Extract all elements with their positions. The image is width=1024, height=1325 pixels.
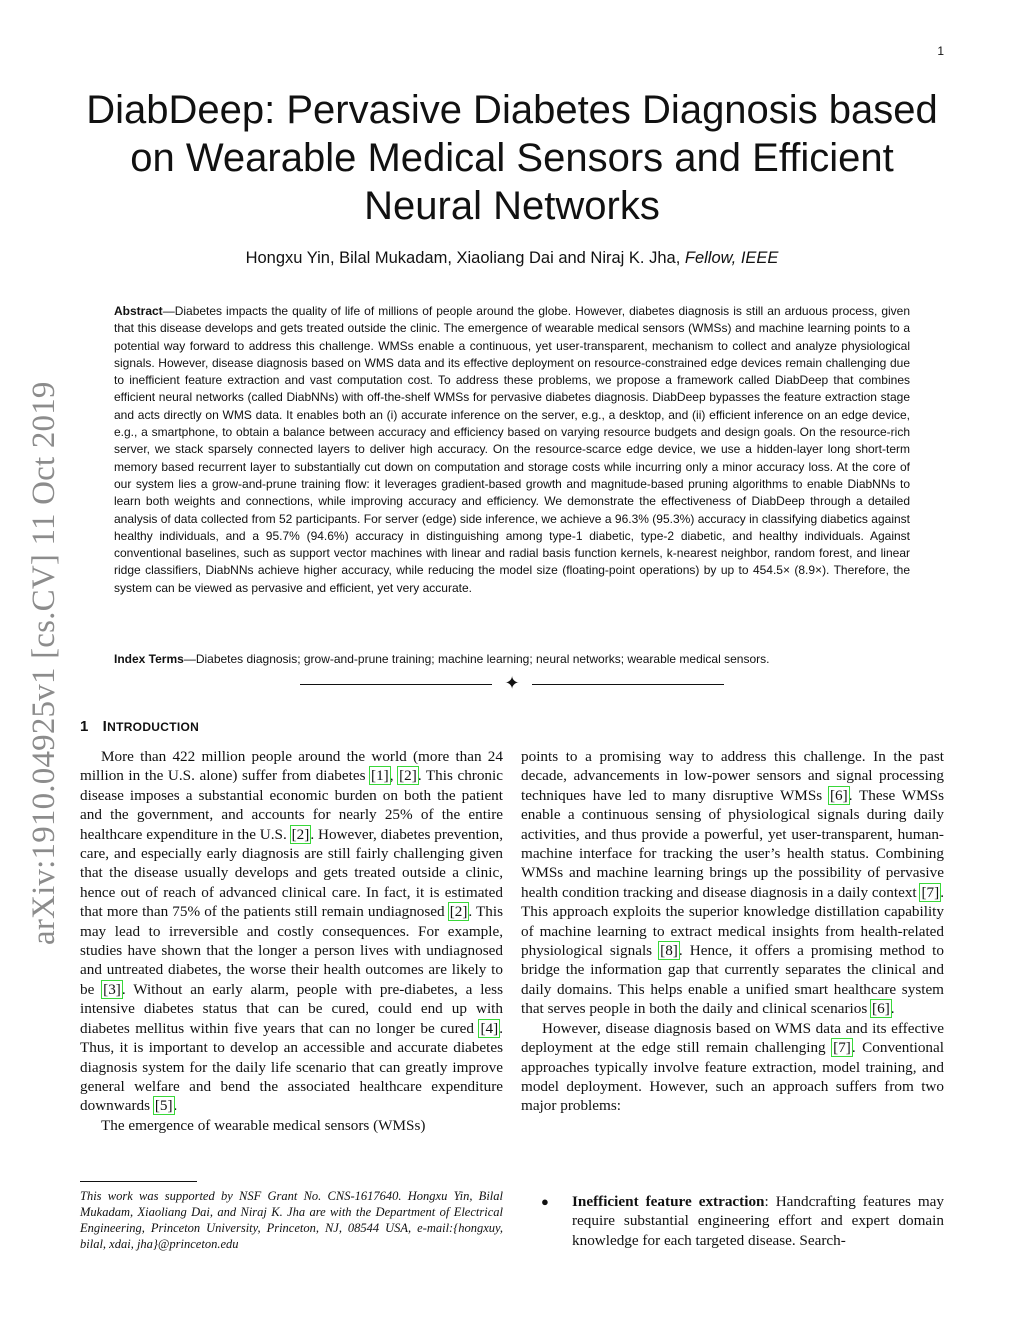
section-divider [300, 673, 724, 694]
paragraph-text: . Thus, it is important to develop an accessible and accurate diabetes diagnosis system for the daily life scenario that can greatly improve general welfare and bend the associated healthcare expenditure downwards [80, 1019, 503, 1115]
title-line-2: on Wearable Medical Sensors and Efficient [130, 136, 894, 180]
abstract [114, 303, 910, 597]
divider-line-left [300, 684, 492, 685]
paragraph-text: . This chronic disease imposes a substantial economic burden on both the patient and the government, and accounts for nearly 25% of the entire healthcare expenditure in the U.S. [80, 767, 503, 843]
paragraph-text: . Hence, it offers a promising method to bridge the information gap that currently separates the clinical and daily domains. This helps enable a unified smart healthcare system that serves people in both the daily and clinical scenarios [521, 942, 944, 1018]
title-line-3: Neural Networks [364, 184, 660, 228]
bullet-list-item [541, 1192, 944, 1250]
section-heading-introduction [80, 718, 199, 735]
index-terms [114, 651, 910, 668]
footnote: This work was supported by NSF Grant No. CNS-1617640. Hongxu Yin, Bilal Mukadam, Xiaoliang Dai, and Niraj K. Jha are with the Department of Electrical Engineering, Princeton University, Princeton, NJ, 08544 USA, e-mail:{hongxuy, bilal, xdai, jha}@princeton.edu [80, 1189, 503, 1251]
intro-paragraph-1 [80, 747, 503, 1116]
paragraph-text: . Conventional approaches typically involve feature extraction, model training, and model deployment. However, such an approach suffers from two major problems: [521, 1039, 944, 1115]
right-column [521, 747, 944, 1116]
citation-link[interactable]: [4] [480, 1019, 499, 1037]
citation-link[interactable]: [2] [449, 903, 468, 921]
abstract-label: Abstract [114, 304, 163, 318]
paragraph-text: . However, diabetes prevention, care, and especially early diagnosis are still fairly challenging given that the disease usually develops and gets treated outside a clinic, hence out of reach of advanced clinical care. In fact, it is estimated that more than 75% of the patients still remain undiagnosed [80, 825, 503, 921]
abstract-text: —Diabetes impacts the quality of life of millions of people around the globe. However, diabetes diagnosis is still an arduous process, given that this disease develops and gets treated outside the clinic. The emergence of wearable medical sensors (WMSs) and machine learning points to a potential way forward to address this challenge. WMSs enable a continuous, yet user-transparent, mechanism to collect and analyze physiological signals. However, disease diagnosis based on WMS data and its effective deployment on resource-constrained edge devices remain challenging due to inefficient feature extraction and vast computation cost. To address these problems, we propose a framework called DiabDeep that combines efficient neural networks (called DiabNNs) with off-the-shelf WMSs for pervasive diabetes diagnosis. DiabDeep bypasses the feature extraction stage and acts directly on WMS data. It enables both an (i) accurate inference on the server, e.g., a desktop, and (ii) efficient inference on an edge device, e.g., a smartphone, to obtain a balance between accuracy and efficiency based on varying resource budgets and design goals. On the resource-rich server, we stack sparsely connected layers to deliver high accuracy. On the resource-scarce edge device, we use a hidden-layer long short-term memory based recurrent layer to substantially cut down on computation and storage costs while incurring only a minor accuracy loss. At the core of our system lies a grow-and-prune training flow: it leverages gradient-based growth and magnitude-based pruning algorithms to enable DiabNNs to learn both weights and connections, while improving accuracy and efficiency. We demonstrate the effectiveness of DiabDeep through a detailed analysis of data collected from 52 participants. For server (edge) side inference, we achieve a 96.3% (95.3%) accuracy in classifying diabetics against healthy individuals, and a 95.7% (94.6%) accuracy in distinguishing among type-1 diabetic, type-2 diabetic, and healthy individuals. Against conventional baselines, such as support vector machines with linear and radial basis function kernels, k-nearest neighbor, random forest, and linear ridge classifiers, DiabNNs achieve higher accuracy, while reducing the model size (floating-point operations) by up to 454.5× (8.9×). Therefore, the system can be viewed as pervasive and efficient, yet very accurate. [114, 304, 910, 595]
paragraph-text: , [389, 767, 399, 785]
intro-paragraph-2-continued [521, 747, 944, 1019]
citation-link[interactable]: [1] [371, 767, 389, 785]
index-terms-text: —Diabetes diagnosis; grow-and-prune training; machine learning; neural networks; wearable medical sensors. [183, 652, 770, 666]
arxiv-identifier-stamp: arXiv:1910.04925v1 [cs.CV] 11 Oct 2019 [26, 381, 62, 945]
section-title-initial: I [102, 718, 108, 735]
section-title-smallcaps: NTRODUCTION [107, 720, 200, 734]
page-number: 1 [937, 44, 944, 58]
bullet-label: Inefficient feature extraction [572, 1193, 765, 1210]
citation-link[interactable]: [3] [103, 980, 121, 998]
paragraph-text: . This approach exploits the superior knowledge distillation capability of machine learning to extract medical insights from health-related physiological signals [521, 883, 944, 960]
citation-link[interactable]: [2] [399, 767, 417, 785]
citation-link[interactable]: [2] [291, 825, 310, 843]
citation-link[interactable]: [7] [921, 883, 940, 901]
footnote-rule [80, 1181, 197, 1182]
paragraph-text: However, disease diagnosis based on WMS data and its effective deployment at the edge still remain challenging [521, 1019, 944, 1057]
author-fellow-title: Fellow, IEEE [684, 249, 779, 267]
citation-link[interactable]: [6] [829, 786, 848, 804]
paragraph-text: . [173, 1097, 178, 1115]
title-line-1: DiabDeep: Pervasive Diabetes Diagnosis based [86, 88, 938, 132]
paragraph-text: More than 422 million people around the world (more than 24 million in the U.S. alone) suffer from diabetes [80, 748, 503, 785]
paragraph-text: points to a promising way to address this challenge. In the past decade, advancements in low-power sensors and signal processing techniques have led to many disruptive WMSs [521, 748, 944, 804]
paragraph-text: . Without an early alarm, people with pre-diabetes, a less intensive diabetes status that can be cured, could end up with diabetes mellitus within five years that can no longer be cured [80, 980, 503, 1037]
intro-paragraph-2: The emergence of wearable medical sensors (WMSs) [101, 1116, 426, 1134]
index-terms-label: Index Terms [114, 652, 184, 666]
citation-link[interactable]: [7] [833, 1039, 851, 1057]
citation-link[interactable]: [8] [660, 942, 678, 960]
citation-link[interactable]: [5] [154, 1097, 173, 1115]
section-number: 1 [80, 718, 89, 735]
bullet-body: : Handcrafting features may require substantial engineering effort and expert domain knowledge for each targeted disease. Search- [572, 1193, 944, 1249]
paper-title [80, 86, 944, 230]
bullet-text [572, 1192, 944, 1250]
divider-line-right [532, 684, 724, 685]
paragraph-text: . [890, 1000, 895, 1018]
bullet-dot-icon: ● [541, 1194, 549, 1209]
paragraph-text: . These WMSs enable a continuous sensing of physiological signals during daily activities, and thus provide a powerful, yet user-transparent, human-machine interface for tracking the user’s health status. Combining WMSs and machine learning brings up the possibility of pervasive health condition tracking and disease diagnosis in a daily context [521, 786, 944, 901]
intro-paragraph-3 [521, 1019, 944, 1116]
author-list [80, 249, 944, 268]
author-names: Hongxu Yin, Bilal Mukadam, Xiaoliang Dai and Niraj K. Jha, [245, 249, 681, 267]
citation-link[interactable]: [6] [872, 1000, 890, 1018]
left-column [80, 747, 503, 1135]
paragraph-text: . This may lead to irreversible and costly consequences. For example, studies have shown that the longer a person lives with undiagnosed and untreated diabetes, the worse their health outcomes are likely to be [80, 903, 503, 998]
divider-star-icon: ✦ [504, 673, 520, 693]
